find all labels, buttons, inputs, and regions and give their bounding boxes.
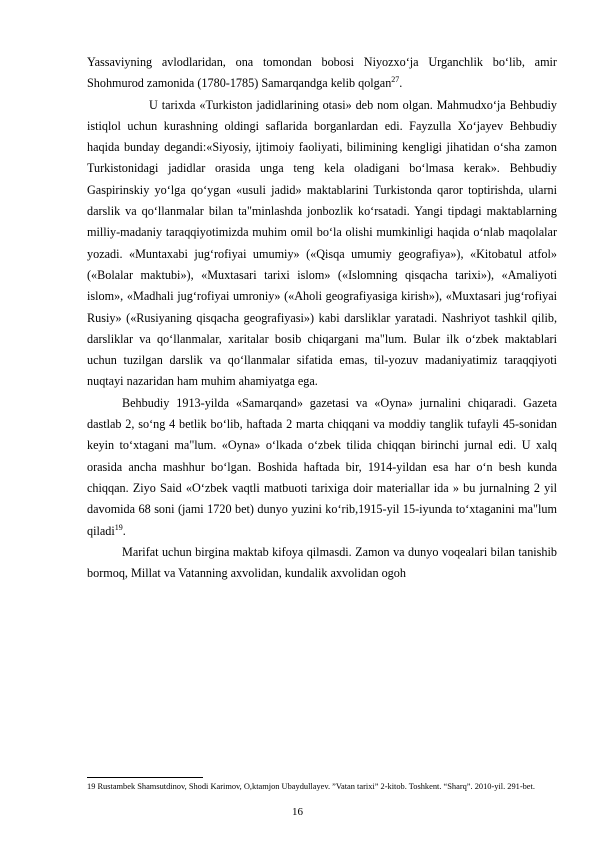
paragraph-2: U tarixda «Turkiston jadidlarining otasi» deb nom olgan. Mahmudxo‘ja Behbudiy istiqlol uchun kurashning oldingi saflarida borganlardan edi. Fayzulla Xo‘jayev Behbudiy haqida bunday degandi:«Siyosiy, ijtimoiy faoliyati, bilimining kengligi jihatidan o‘sha zamon Turkistonidagi jadidlar orasida unga teng kela oladigani bo‘lmasa kerak». Behbudiy Gaspirinskiy yo‘lga qo‘ygan «usuli jadid» maktablarini Turkistonda qaror toptirishda, ularni darslik va qo‘llanmalar bilan ta"minlashda jonbozlik ko‘rsatadi. Yangi tipdagi maktablarning milliy-madaniy taraqqiyotimizda muhim omil bo‘la olishi mumkinligi haqida o‘nlab maqolalar yozadi. «Muntaxabi jug‘rofiyai umumiy» («Qisqa umumiy geografiya»), «Kitobatul atfol» («Bolalar maktubi»), «Muxtasari tarixi islom» («Islomning qisqacha tarixi»), «Amaliyoti islom», «Madhali jug‘rofiyai umroniy» («Aholi geografiyasiga kirish»), «Muxtasari jug‘rofiyai Rusiy» («Rusiyaning qisqacha geografiyasi») kabi darsliklar yaratadi. Nashriyot tashkil qilib, darsliklar va qo‘llanmalar, xaritalar bosib chiqargani ma"lum. Bular ilk o‘zbek maktablari uchun tuzilgan darslik va qo‘llanmalar sifatida emas, til-yozuv madaniyatimiz taraqqiyoti nuqtayi nazaridan ham muhim ahamiyatga ega. bbox=[87, 97, 557, 389]
footnote-separator bbox=[87, 777, 203, 778]
page-number: 16 bbox=[292, 806, 303, 818]
body-text bbox=[87, 52, 557, 584]
paragraph-4: Marifat uchun birgina maktab kifoya qilmasdi. Zamon va dunyo voqealari bilan tanishib bormoq, Millat va Vatanning axvolidan, kundalik axvolidan ogoh bbox=[87, 544, 557, 581]
footnote: 19 Rustambek Shamsutdinov, Shodi Karimov, O,ktamjon Ubaydullayev. ”Vatan tarixi” 2-kitob. Toshkent. “Sharq”. 2010-yil. 291-bet. bbox=[87, 782, 535, 791]
paragraph-3: Behbudiy 1913-yilda «Samarqand» gazetasi va «Oyna» jurnalini chiqaradi. Gazeta dastlab 2, so‘ng 4 betlik bo‘lib, haftada 2 marta chiqqani va moddiy tanglik tufayli 45-sonidan keyin to‘xtagani ma"lum. «Oyna» o‘lkada o‘zbek tilida chiqqan birinchi jurnal edi. U xalq orasida ancha mashhur bo‘lgan. Boshida haftada bir, 1914-yildan esa har o‘n besh kunda chiqqan. Ziyo Said «O‘zbek vaqtli matbuoti tarixiga doir materiallar ida » bu jurnalning 2 yil davomida 68 soni (jami 1720 bet) dunyo yuzini ko‘rib,1915-yil 15-iyunda to‘xtaganini ma"lum qiladi$^{19}$. bbox=[87, 395, 557, 538]
paragraph-1: Yassaviyning avlodlaridan, ona tomondan bobosi Niyozxo‘ja Urganchlik bo‘lib, amir Shohmurod zamonida (1780-1785) Samarqandga kelib qolgan$^{27}$. bbox=[87, 55, 557, 91]
footnote-ref-19: 19 bbox=[114, 522, 123, 532]
footnote-ref-27: 27 bbox=[391, 75, 400, 85]
